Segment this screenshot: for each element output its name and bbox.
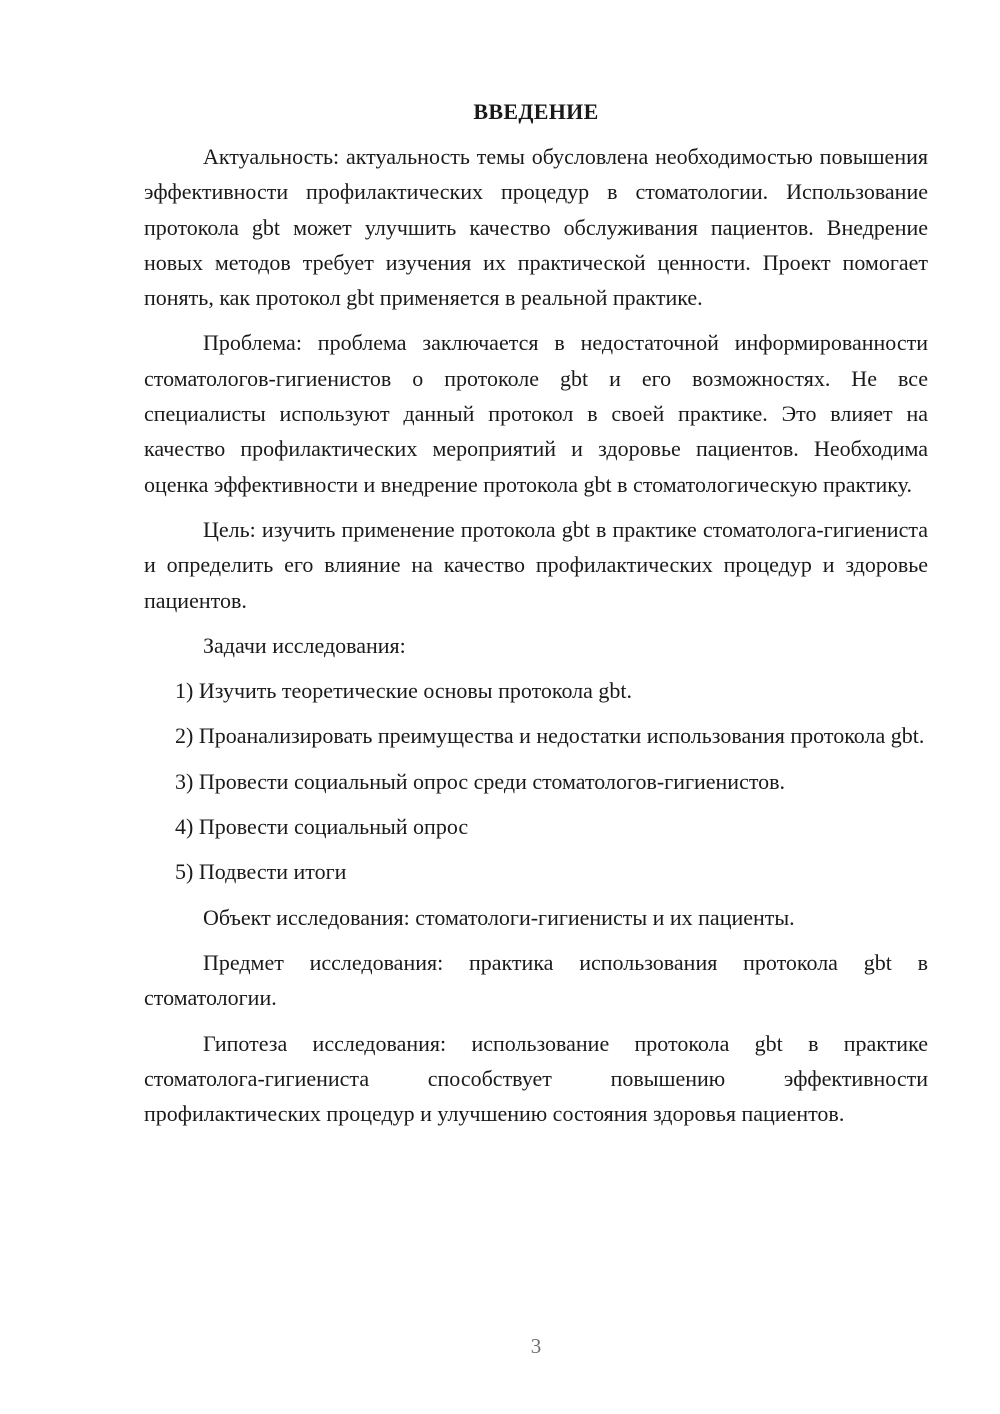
task-item-3: 3) Провести социальный опрос среди стоматологов-гигиенистов. [175,768,786,794]
task-item-2: 2) Проанализировать преимущества и недостатки использования протокола gbt. [175,723,925,749]
problem-paragraph: Проблема: проблема заключается в недостаточной информированности стоматологов-гигиенистов о протоколе gbt и его возможностях. Не все специалисты используют данный протокол в своей практике. Это влияет на качество профилактических мероприятий и здоровье пациентов. Необходима оценка эффективности и внедрение протокола gbt в стоматологическую практику. [144,330,928,497]
object-paragraph: Объект исследования: стоматологи-гигиенисты и их пациенты. [203,904,795,930]
hypothesis-paragraph: Гипотеза исследования: использование протокола gbt в практике стоматолога-гигиениста способствует повышению эффективности профилактических процедур и улучшению состояния здоровья пациентов. [144,1030,928,1127]
task-item-4: 4) Провести социальный опрос [175,814,469,840]
page-content [144,95,928,1141]
subject-paragraph: Предмет исследования: практика использования протокола gbt в стоматологии. [144,949,928,1011]
goal-paragraph: Цель: изучить применение протокола gbt в практике стоматолога-гигиениста и определить его влияние на качество профилактических процедур и здоровье пациентов. [144,516,928,613]
task-item-1: 1) Изучить теоретические основы протокола gbt. [175,678,633,704]
relevance-paragraph: Актуальность: актуальность темы обусловлена необходимостью повышения эффективности профилактических процедур в стоматологии. Использование протокола gbt может улучшить качество обслуживания пациентов. Внедрение новых методов требует изучения их практической ценности. Проект помогает понять, как протокол gbt применяется в реальной практике. [144,144,928,311]
tasks-heading: Задачи исследования: [203,632,406,658]
task-item-5: 5) Подвести итоги [175,859,347,885]
page-title: ВВЕДЕНИЕ [473,99,599,124]
page-number: 3 [530,1334,542,1358]
